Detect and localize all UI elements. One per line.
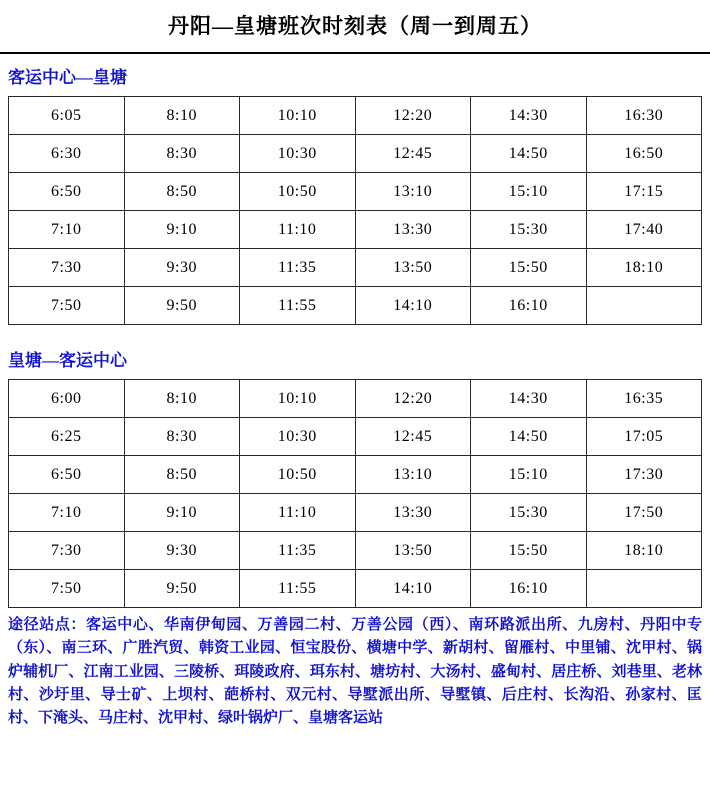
time-cell: 10:10 (240, 380, 356, 418)
section-spacer (0, 325, 710, 337)
time-cell: 15:50 (471, 532, 587, 570)
time-cell: 17:30 (586, 456, 702, 494)
time-cell: 13:50 (355, 532, 471, 570)
time-cell: 6:50 (9, 456, 125, 494)
time-cell: 15:50 (471, 249, 587, 287)
time-cell: 13:10 (355, 456, 471, 494)
time-cell: 7:10 (9, 494, 125, 532)
time-cell: 9:10 (124, 494, 240, 532)
table-row (9, 456, 702, 494)
time-cell: 6:00 (9, 380, 125, 418)
time-cell: 6:25 (9, 418, 125, 456)
time-cell: 15:10 (471, 173, 587, 211)
time-cell: 14:10 (355, 570, 471, 608)
time-cell: 17:50 (586, 494, 702, 532)
table-row (9, 532, 702, 570)
time-cell: 10:30 (240, 135, 356, 173)
time-cell: 9:50 (124, 287, 240, 325)
table-row (9, 287, 702, 325)
time-cell: 6:50 (9, 173, 125, 211)
table-row (9, 570, 702, 608)
table-row (9, 97, 702, 135)
table-row (9, 135, 702, 173)
time-cell: 8:10 (124, 380, 240, 418)
time-cell: 13:30 (355, 494, 471, 532)
time-cell-empty (586, 570, 702, 608)
time-cell: 14:50 (471, 135, 587, 173)
time-cell: 12:20 (355, 380, 471, 418)
time-cell: 16:30 (586, 97, 702, 135)
time-cell: 6:30 (9, 135, 125, 173)
time-cell: 12:45 (355, 418, 471, 456)
time-cell: 12:45 (355, 135, 471, 173)
section-heading-inbound: 皇塘—客运中心 (8, 351, 127, 370)
time-cell: 8:10 (124, 97, 240, 135)
time-cell: 14:30 (471, 97, 587, 135)
section-heading-outbound: 客运中心—皇塘 (8, 68, 127, 87)
time-cell: 17:05 (586, 418, 702, 456)
route-stops-note: 途径站点：客运中心、华南伊甸园、万善园二村、万善公园（西）、南环路派出所、九房村、丹阳中专（东）、南三环、广胜汽贸、韩资工业园、恒宝股份、横塘中学、新胡村、留雁村、中里铺、沈甲村、锅炉辅机厂、江南工业园、三陵桥、珥陵政府、珥东村、塘坊村、大汤村、盛甸村、居庄桥、刘巷里、老林村、沙圩里、导士矿、上坝村、葩桥村、双元村、导墅派出所、导墅镇、后庄村、长沟沿、孙家村、匡村、下淹头、马庄村、沈甲村、绿叶锅炉厂、皇塘客运站 (8, 617, 702, 726)
time-cell: 11:55 (240, 287, 356, 325)
time-cell-empty (586, 287, 702, 325)
time-cell: 13:50 (355, 249, 471, 287)
time-cell: 11:10 (240, 211, 356, 249)
time-cell: 10:30 (240, 418, 356, 456)
time-cell: 18:10 (586, 532, 702, 570)
time-cell: 10:10 (240, 97, 356, 135)
time-cell: 7:50 (9, 570, 125, 608)
table-row (9, 249, 702, 287)
time-cell: 17:40 (586, 211, 702, 249)
time-cell: 15:30 (471, 494, 587, 532)
table-row (9, 380, 702, 418)
table-row (9, 494, 702, 532)
table-row (9, 418, 702, 456)
time-cell: 8:50 (124, 173, 240, 211)
table-row (9, 211, 702, 249)
time-cell: 9:30 (124, 532, 240, 570)
time-cell: 16:10 (471, 287, 587, 325)
schedule-table-inbound (8, 379, 702, 608)
time-cell: 6:05 (9, 97, 125, 135)
time-cell: 11:35 (240, 249, 356, 287)
time-cell: 15:10 (471, 456, 587, 494)
time-cell: 10:50 (240, 456, 356, 494)
time-cell: 12:20 (355, 97, 471, 135)
time-cell: 14:10 (355, 287, 471, 325)
time-cell: 10:50 (240, 173, 356, 211)
time-cell: 13:30 (355, 211, 471, 249)
time-cell: 16:35 (586, 380, 702, 418)
time-cell: 9:30 (124, 249, 240, 287)
time-cell: 11:55 (240, 570, 356, 608)
time-cell: 14:50 (471, 418, 587, 456)
time-cell: 14:30 (471, 380, 587, 418)
table-row (9, 173, 702, 211)
schedule-table-outbound (8, 96, 702, 325)
time-cell: 8:50 (124, 456, 240, 494)
time-cell: 7:30 (9, 249, 125, 287)
time-cell: 9:10 (124, 211, 240, 249)
time-cell: 13:10 (355, 173, 471, 211)
time-cell: 8:30 (124, 135, 240, 173)
time-cell: 15:30 (471, 211, 587, 249)
time-cell: 7:50 (9, 287, 125, 325)
time-cell: 11:35 (240, 532, 356, 570)
time-cell: 8:30 (124, 418, 240, 456)
time-cell: 16:10 (471, 570, 587, 608)
time-cell: 11:10 (240, 494, 356, 532)
time-cell: 9:50 (124, 570, 240, 608)
time-cell: 16:50 (586, 135, 702, 173)
time-cell: 18:10 (586, 249, 702, 287)
time-cell: 7:30 (9, 532, 125, 570)
time-cell: 7:10 (9, 211, 125, 249)
page-title: 丹阳—皇塘班次时刻表（周一到周五） (168, 14, 542, 38)
time-cell: 17:15 (586, 173, 702, 211)
